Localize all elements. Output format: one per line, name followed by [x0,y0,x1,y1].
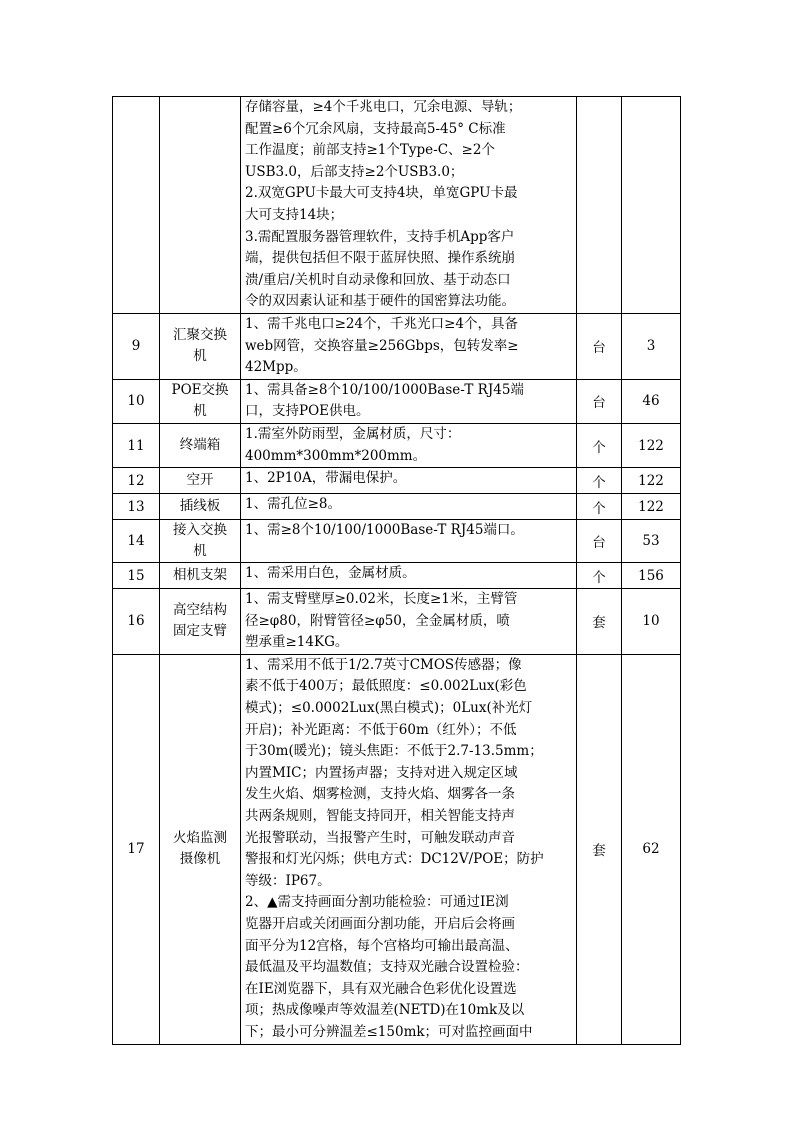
spec-table-body [113,97,681,1045]
item-quantity: 156 [622,563,681,589]
item-quantity: 46 [622,379,681,423]
item-number: 16 [113,589,160,655]
item-quantity: 122 [622,468,681,494]
item-name [160,520,241,563]
spec-table [112,96,681,1045]
table-row [113,423,681,467]
item-name-line: 摄像机 [179,851,221,868]
item-name [160,589,241,655]
table-row [113,563,681,589]
item-quantity: 10 [622,589,681,655]
item-name-line: POE交换 [171,382,229,399]
specification-line: 1、需孔位≥8。 [245,496,341,513]
specification-line: 1、需采用不低于1/2.7英寸CMOS传感器；像 [245,656,522,673]
item-name [160,97,241,314]
specification-line: 令的双因素认证和基于硬件的国密算法功能。 [245,293,515,310]
item-number: 17 [113,654,160,1044]
table-row [113,520,681,563]
specification-line: 塑承重≥14KG。 [245,634,349,651]
item-specification [241,589,577,655]
item-unit: 个 [577,423,622,467]
item-number [113,97,160,314]
item-unit: 个 [577,468,622,494]
item-name-line: 火焰监测 [173,830,227,847]
item-name [160,563,241,589]
specification-line: 最低温及平均温数值；支持双光融合设置检验： [245,959,529,976]
item-name [160,379,241,423]
item-unit: 台 [577,520,622,563]
table-row [113,97,681,314]
item-number: 10 [113,379,160,423]
item-number: 12 [113,468,160,494]
item-name [160,494,241,520]
item-specification [241,379,577,423]
item-specification [241,520,577,563]
item-number: 15 [113,563,160,589]
specification-line: 径≥φ80，附臂管径≥φ50，全金属材质，喷 [245,612,510,629]
item-name-line: 插线板 [179,498,221,515]
specification-line: 共两条规则，智能支持同开，相关智能支持声 [245,808,515,825]
item-name-line: 终端箱 [179,437,221,453]
specification-line: 1、需具备≥8个10/100/1000Base-T RJ45端 [245,381,524,398]
item-unit: 套 [577,589,622,655]
item-unit: 套 [577,654,622,1044]
item-name-line: 机 [193,348,207,365]
item-name-line: 汇聚交换 [173,327,227,344]
table-row [113,468,681,494]
item-unit: 个 [577,563,622,589]
item-name [160,423,241,467]
specification-line: 1、需采用白色，金属材质。 [245,565,416,582]
specification-line: 3.需配置服务器管理软件，支持手机App客户 [245,228,515,245]
specification-line: 览器开启或关闭画面分割功能，开启后会将画 [245,916,515,932]
specification-line: 1、2P10A，带漏电保护。 [245,470,407,487]
specification-line: USB3.0，后部支持≥2个USB3.0； [245,163,464,180]
specification-line: 等级：IP67。 [245,872,331,889]
item-number: 13 [113,494,160,520]
item-unit: 台 [577,379,622,423]
specification-line: 面平分为12宫格，每个宫格均可输出最高温、 [245,937,519,954]
item-specification [241,423,577,467]
specification-line: 1、需支臂壁厚≥0.02米，长度≥1米，主臂管 [245,591,518,608]
specification-line: 端，提供包括但不限于蓝屏快照、操作系统崩 [245,250,515,267]
item-quantity [622,97,681,314]
specification-line: 口，支持POE供电。 [245,403,370,420]
specification-line: 于30m(暖光)；镜头焦距：不低于2.7-13.5mm； [245,743,543,760]
specification-line: 存储容量，≥4个千兆电口，冗余电源、导轨； [245,99,522,115]
item-name [160,313,241,379]
item-name-line: 固定支臂 [173,623,227,640]
table-row [113,313,681,379]
item-specification [241,97,577,314]
item-name [160,654,241,1044]
item-number: 9 [113,313,160,379]
specification-line: 1.需室外防雨型，金属材质，尺寸： [245,425,461,442]
specification-line: 警报和灯光闪烁；供电方式：DC12V/POE；防护 [245,851,544,868]
specification-line: web网管，交换容量≥256Gbps，包转发率≥ [245,337,519,354]
specification-line: 项；热成像噪声等效温差(NETD)在10mk及以 [245,1002,525,1019]
item-unit: 个 [577,494,622,520]
item-quantity: 53 [622,520,681,563]
item-specification [241,494,577,520]
item-name [160,468,241,494]
specification-line: 光报警联动，当报警产生时，可触发联动声音 [245,829,515,846]
specification-line: 1、需≥8个10/100/1000Base-T RJ45端口。 [245,522,524,539]
item-name-line: 高空结构 [173,602,227,619]
item-name-line: 空开 [186,472,214,489]
table-row [113,589,681,655]
item-quantity: 3 [622,313,681,379]
table-row [113,654,681,1044]
table-row [113,494,681,520]
specification-line: 1、需千兆电口≥24个，千兆光口≥4个，具备 [245,315,518,332]
item-quantity: 62 [622,654,681,1044]
specification-line: 2、▲需支持画面分割功能检验：可通过IE浏 [245,894,509,911]
specification-line: 在IE浏览器下，具有双光融合色彩优化设置选 [245,980,517,997]
item-name-line: 相机支架 [173,567,227,584]
specification-line: 2.双宽GPU卡最大可支持4块，单宽GPU卡最 [245,185,518,202]
specification-line: 开启)；补光距离：不低于60m（红外）；不低 [245,721,517,738]
table-row [113,379,681,423]
specification-line: 工作温度；前部支持≥1个Type-C、≥2个 [245,142,495,159]
specification-line: 内置MIC；内置扬声器；支持对进入规定区域 [245,764,518,781]
item-name-line: 接入交换 [173,522,227,539]
item-quantity: 122 [622,494,681,520]
item-quantity: 122 [622,423,681,467]
specification-line: 下；最小可分辨温差≤150mk；可对监控画面中 [245,1023,533,1040]
specification-line: 400mm*300mm*200mm。 [245,447,427,464]
item-specification [241,313,577,379]
item-specification [241,654,577,1044]
specification-line: 素不低于400万；最低照度：≤0.002Lux(彩色 [245,678,527,695]
item-number: 11 [113,423,160,467]
item-unit [577,97,622,314]
specification-line: 发生火焰、烟雾检测，支持火焰、烟雾各一条 [245,786,515,803]
item-number: 14 [113,520,160,563]
item-specification [241,563,577,589]
specification-line: 大可支持14块； [245,206,344,223]
item-specification [241,468,577,494]
specification-line: 溃/重启/关机时自动录像和回放、基于动态口 [245,271,511,288]
item-unit: 台 [577,313,622,379]
specification-line: 42Mpp。 [245,359,307,376]
specification-line: 模式)；≤0.0002Lux(黑白模式)；0Lux(补光灯 [245,700,533,717]
item-name-line: 机 [193,403,207,420]
specification-line: 配置≥6个冗余风扇，支持最高5-45° C标准 [245,120,506,137]
item-name-line: 机 [193,543,207,560]
